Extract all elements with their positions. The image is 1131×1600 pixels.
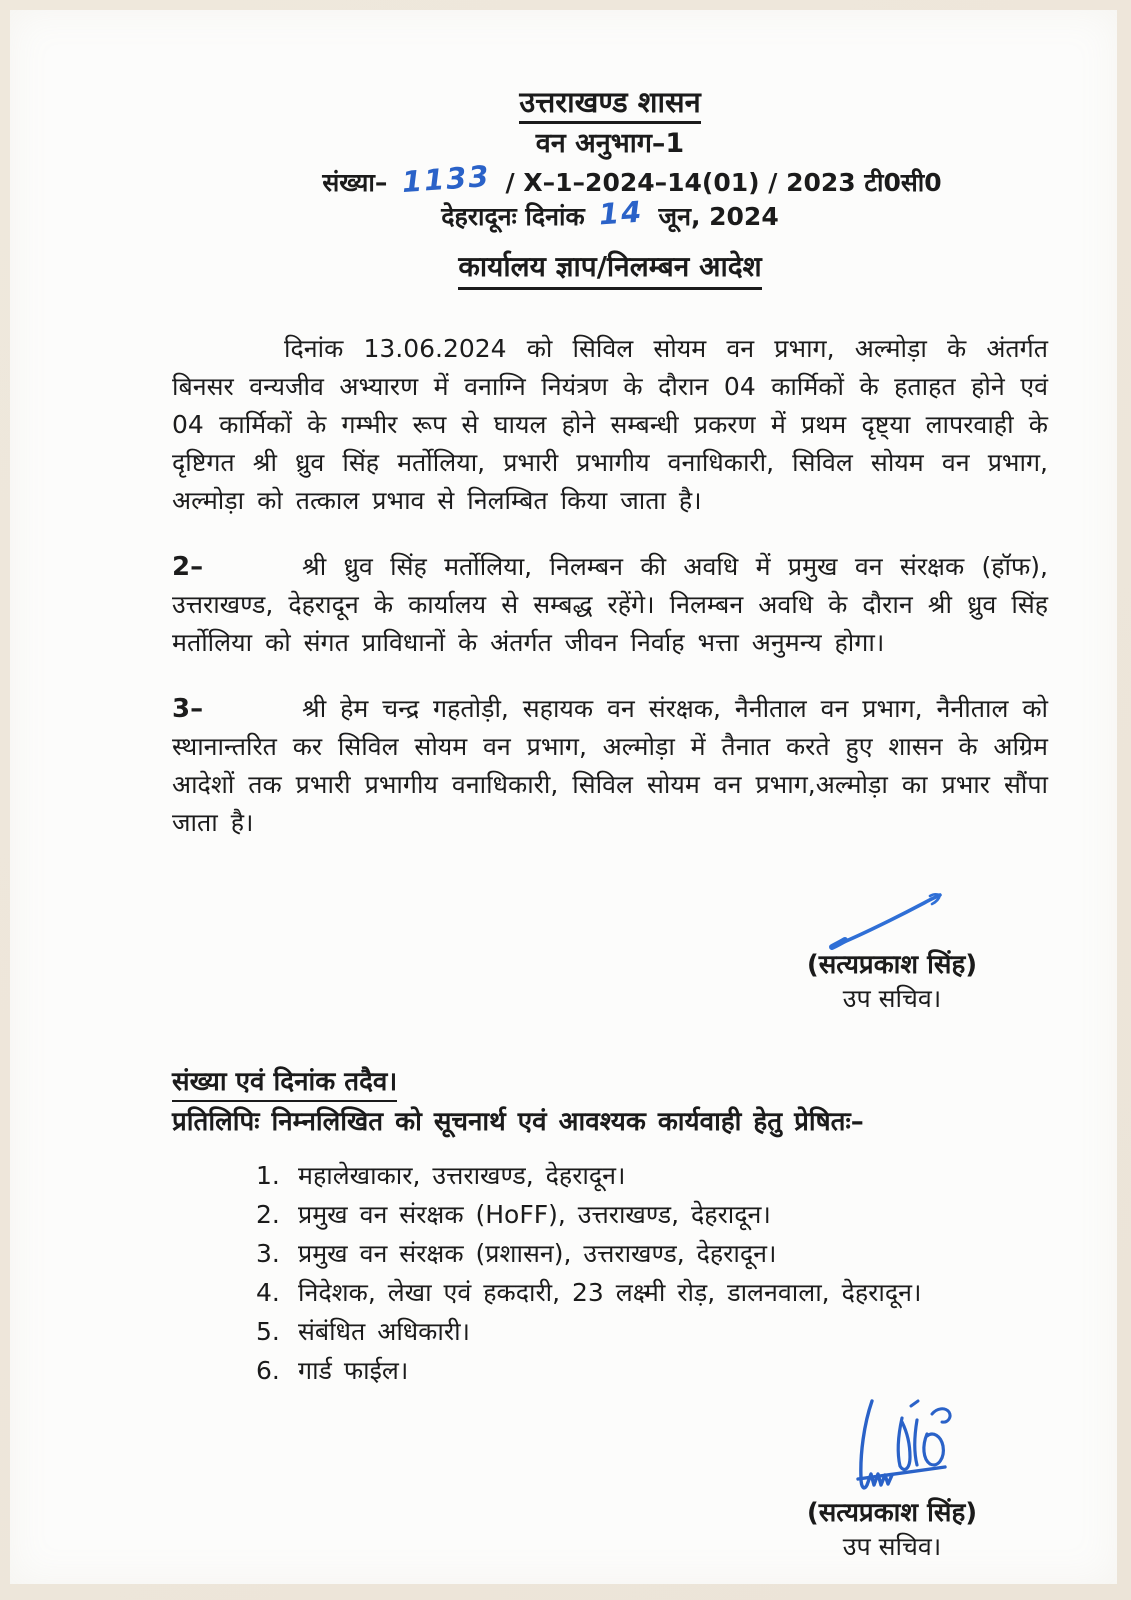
signatory-designation: उप सचिव। xyxy=(842,1532,942,1561)
copy-item-number: 3. xyxy=(256,1239,280,1268)
paragraph-2-marker: 2– xyxy=(172,552,204,582)
copies-list-item xyxy=(256,1351,1048,1390)
copy-item-number: 5. xyxy=(256,1317,280,1346)
handwritten-ref-number: 1133 xyxy=(400,158,492,200)
copies-section xyxy=(172,1065,1048,1390)
date-rest: जून, 2024 xyxy=(658,202,779,231)
copy-item-text: प्रमुख वन संरक्षक (प्रशासन), उत्तराखण्ड, देहरादून। xyxy=(298,1239,777,1268)
ref-rest: / X–1–2024–14(01) / 2023 टी0सी0 xyxy=(505,168,942,197)
place-date-line xyxy=(172,194,1048,233)
copy-item-text: महालेखाकार, उत्तराखण्ड, देहरादून। xyxy=(298,1161,626,1190)
department-line: वन अनुभाग–1 xyxy=(535,128,685,159)
paragraph-3-text: श्री हेम चन्द्र गहतोड़ी, सहायक वन संरक्षक, नैनीताल वन प्रभाग, नैनीताल को स्थानान्तरित कर सिविल सोयम वन प्रभाग, अल्मोड़ा में तैनात करते हुए शासन के अग्रिम आदेशों तक प्रभारी प्रभागीय वनाधिकारी, सिविल सोयम वन प्रभाग,अल्मोड़ा का प्रभार सौंपा जाता है। xyxy=(172,694,1048,837)
document-page xyxy=(10,10,1117,1584)
date-prefix: देहरादूनः दिनांक xyxy=(441,202,585,231)
copy-item-number: 6. xyxy=(256,1356,280,1385)
copy-item-number: 4. xyxy=(256,1278,280,1307)
order-paragraph-1: दिनांक 13.06.2024 को सिविल सोयम वन प्रभाग, अल्मोड़ा के अंतर्गत बिनसर वन्यजीव अभ्यारण में वनाग्नि नियंत्रण के दौरान 04 कार्मिकों के हताहत होने एवं 04 कार्मिकों के गम्भीर रूप से घायल होने सम्बन्धी प्रकरण में प्रथम दृष्ट्या लापरवाही के दृष्टिगत श्री ध्रुव सिंह मर्तोलिया, प्रभारी प्रभागीय वनाधिकारी, सिविल सोयम वन प्रभाग, अल्मोड़ा को तत्काल प्रभाव से निलम्बित किया जाता है। xyxy=(172,334,1048,515)
handwritten-date: 14 xyxy=(598,194,645,232)
signatory-name: (सत्यप्रकाश सिंह) xyxy=(806,1498,978,1528)
signature-block-top xyxy=(772,886,1012,1015)
copies-list-item xyxy=(256,1273,1048,1312)
paragraph-2-text: श्री ध्रुव सिंह मर्तोलिया, निलम्बन की अवधि में प्रमुख वन संरक्षक (हॉफ), उत्तराखण्ड, देहरादून के कार्यालय से सम्बद्ध रहेंगे। निलम्बन अवधि के दौरान श्री ध्रुव सिंह मर्तोलिया को संगत प्राविधानों के अंतर्गत जीवन निर्वाह भत्ता अनुमन्य होगा। xyxy=(172,552,1048,657)
copy-item-text: संबंधित अधिकारी। xyxy=(298,1317,471,1346)
subject-row xyxy=(172,233,1048,290)
copies-list-item xyxy=(256,1234,1048,1273)
signature-pen-stroke-icon xyxy=(826,886,958,952)
org-title: उत्तराखण्ड शासन xyxy=(519,84,700,124)
copies-list-item xyxy=(256,1195,1048,1234)
signature-scribble-icon xyxy=(814,1396,970,1500)
signatory-designation: उप सचिव। xyxy=(842,984,942,1013)
copy-item-text: गार्ड फाईल। xyxy=(298,1356,409,1385)
copies-list-item xyxy=(256,1312,1048,1351)
ref-prefix: संख्या– xyxy=(322,168,388,197)
copies-subheading: प्रतिलिपिः निम्नलिखित को सूचनार्थ एवं आवश्यक कार्यवाही हेतु प्रेषितः– xyxy=(172,1107,864,1137)
subject-heading: कार्यालय ज्ञाप/निलम्बन आदेश xyxy=(458,249,761,290)
copies-heading: संख्या एवं दिनांक तदैव। xyxy=(172,1065,397,1102)
signature-block-bottom xyxy=(772,1396,1012,1563)
reference-number-line xyxy=(194,158,1070,200)
org-title-row xyxy=(172,84,1048,124)
copy-item-text: प्रमुख वन संरक्षक (HoFF), उत्तराखण्ड, देहरादून। xyxy=(298,1200,771,1229)
signatory-name: (सत्यप्रकाश सिंह) xyxy=(806,950,978,980)
order-paragraph-2 xyxy=(172,548,1048,662)
paragraph-3-marker: 3– xyxy=(172,694,204,724)
copy-item-number: 1. xyxy=(256,1161,280,1190)
order-paragraph-3 xyxy=(172,690,1048,842)
copies-list xyxy=(172,1156,1048,1390)
copy-item-text: निदेशक, लेखा एवं हकदारी, 23 लक्ष्मी रोड़, डालनवाला, देहरादून। xyxy=(298,1278,922,1307)
copy-item-number: 2. xyxy=(256,1200,280,1229)
copies-heading-row xyxy=(172,1065,1048,1102)
copies-list-item xyxy=(256,1156,1048,1195)
letterhead xyxy=(172,84,1048,290)
document-content xyxy=(10,10,1117,1563)
